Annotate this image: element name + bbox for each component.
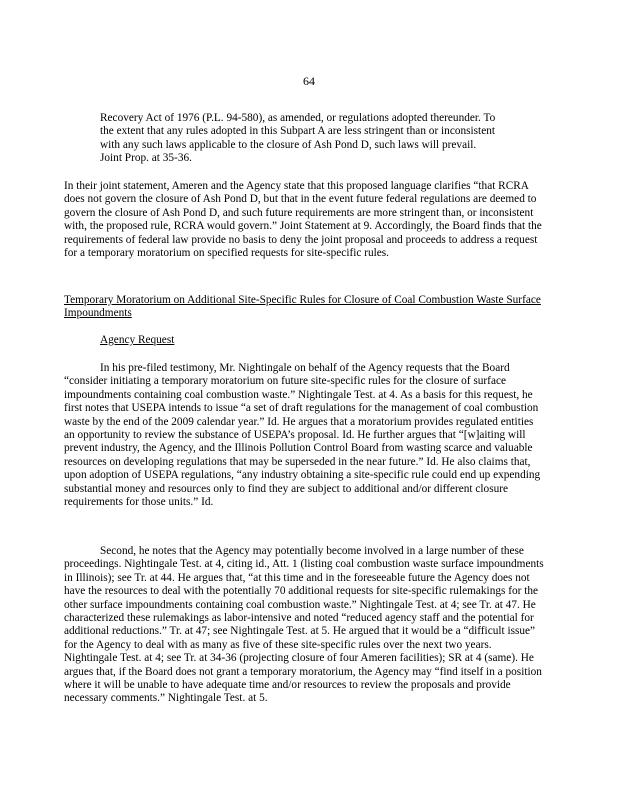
paragraph-agency-resources: Second, he notes that the Agency may potentially become involved in a large number of these proceedings. Nightingale Test. at 4, citing id., Att. 1 (listing coal combustion waste surface impoundments in Illinois); see Tr. at 44. He argues that, “at this time and in the foreseeable future the Agency does not have the resources to deal with the potentially 70 additional requests for site-specific rulemakings for the other surface impoundments containing coal combustion waste.” Nightingale Test. at 4; see Tr. at 47. He characterized these rulemakings as labor-intensive and noted “reduced agency staff and the potential for additional reductions.” Tr. at 47; see Nightingale Test. at 5. He argued that it would be a “difficult issue” for the Agency to deal with as many as five of these site-specific rules over the next two years. Nightingale Test. at 4; see Tr. at 34-36 (projecting closure of four Ameren facilities); SR at 4 (same). He argues that, if the Board does not grant a temporary moratorium, the Agency may “find itself in a position where it will be unable to have adequate time and/or resources to review the proposals and provide necessary comments.” Nightingale Test. at 5. (64, 545, 544, 705)
page-number: 64 (303, 74, 315, 88)
section-heading: Temporary Moratorium on Additional Site-Specific Rules for Closure of Coal Combustion Waste Surface Impoundments (64, 294, 541, 320)
paragraph-joint-statement: In their joint statement, Ameren and the Agency state that this proposed language clarifies “that RCRA does not govern the closure of Ash Pond D, but that in the event future federal regulations are deemed to govern the closure of Ash Pond D, and such future requirements are more stringent than, or inconsistent with, the proposed rule, RCRA would govern.” Joint Statement at 9. Accordingly, the Board finds that the requirements of federal law provide no basis to deny the joint proposal and proceeds to address a request for a temporary moratorium on specified requests for site-specific rules. (64, 180, 542, 260)
subheading-agency-request: Agency Request (100, 334, 175, 346)
block-quote: Recovery Act of 1976 (P.L. 94-580), as amended, or regulations adopted thereunder. To the extent that any rules adopted in this Subpart A are less stringent than or inconsistent with any such laws applicable to the closure of Ash Pond D, such laws will prevail. Joint Prop. at 35-36. (100, 112, 496, 165)
paragraph-prefiled-testimony: In his pre-filed testimony, Mr. Nightingale on behalf of the Agency requests that the Board “consider initiating a temporary moratorium on future site-specific rules for the closure of surface impoundments containing coal combustion waste.” Nightingale Test. at 4. As a basis for this request, he first notes that USEPA intends to issue “a set of draft regulations for the management of coal combustion waste by the end of the 2009 calendar year.” Id. He argues that a moratorium provides regulated entities an opportunity to review the substance of USEPA’s proposal. Id. He further argues that “[w]aiting will prevent industry, the Agency, and the Illinois Pollution Control Board from wasting scarce and valuable resources on developing regulations that may be superseded in the near future.” Id. He also claims that, upon adoption of USEPA regulations, “any industry obtaining a site-specific rule could end up expending substantial money and resources only to find they are subject to additional and/or different closure requirements for those units.” Id. (64, 362, 541, 509)
